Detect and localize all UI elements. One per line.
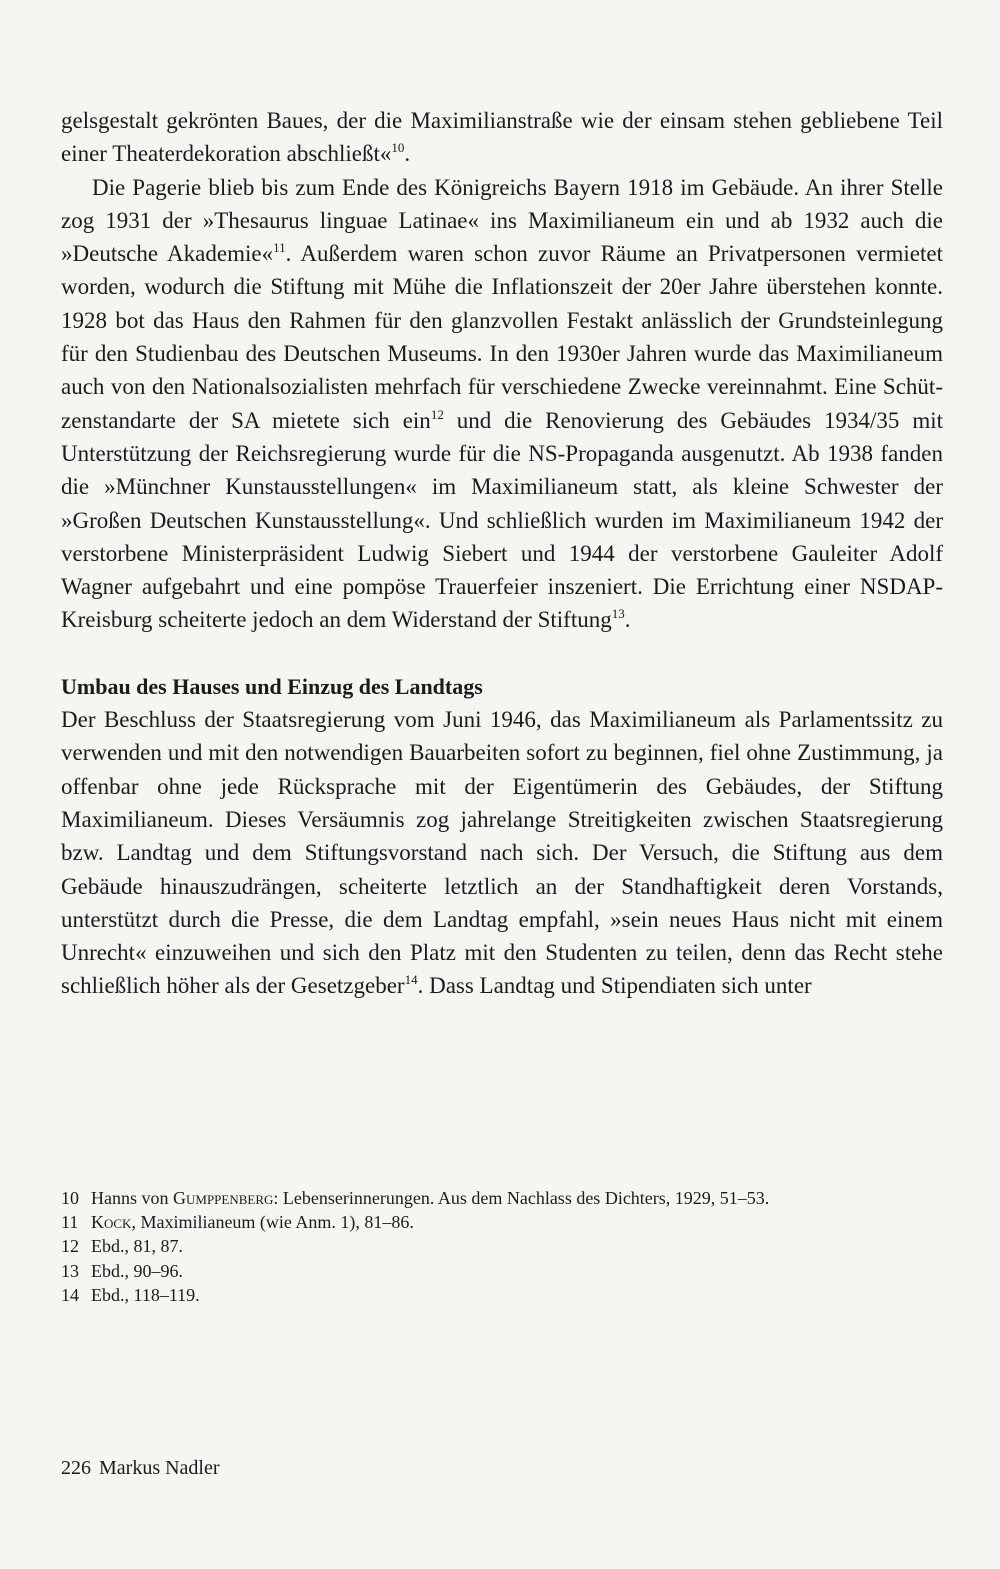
paragraph-text: Die Pagerie blieb bis zum Ende des Königreichs Bayern 1918 im Gebäude. An ihrer Stelle zog 1931 der »Thesaurus linguae Latinae« ins Maximilianeum ein und ab 1932 auch die »Deutsche Akademie« [61, 174, 943, 267]
paragraph-1 [61, 104, 943, 171]
footnote-number: 10 [61, 1188, 79, 1208]
footnote-12 [61, 1234, 943, 1258]
running-author: Markus Nadler [99, 1457, 220, 1479]
footnote-text: Ebd., 81, 87. [91, 1236, 183, 1257]
footnote-ref-11[interactable]: 11 [273, 240, 286, 256]
paragraph-3 [61, 703, 943, 1003]
footnote-text: , Maximilianeum (wie Anm. 1), 81–86. [131, 1212, 414, 1233]
footnote-author: Gumppenberg [173, 1188, 274, 1208]
paragraph-2 [61, 171, 943, 637]
footnote-14 [61, 1283, 943, 1307]
paragraph-text: . [624, 607, 631, 633]
page-footer [61, 1455, 220, 1481]
footnote-number: 13 [61, 1260, 79, 1281]
footnote-11 [61, 1210, 943, 1234]
footnote-text: Ebd., 90–96. [91, 1260, 183, 1281]
section-heading: Umbau des Hauses und Einzug des Landtags [61, 673, 483, 699]
footnote-ref-12[interactable]: 12 [430, 406, 444, 422]
footnote-number: 14 [61, 1284, 79, 1305]
main-text [61, 104, 943, 1003]
paragraph-text: . Dass Landtag und Stipendiaten sich unter [417, 973, 812, 999]
footnote-number: 12 [61, 1236, 79, 1257]
footnote-text: : Lebenserinnerungen. Aus dem Nachlass des Dichters, 1929, 51–53. [273, 1188, 770, 1208]
paragraph-text: Der Beschluss der Staatsregierung vom Juni 1946, das Maximilianeum als Parlamentssitz zu verwenden und mit den notwendigen Bauarbeiten sofort zu beginnen, fiel ohne Zustimmung, ja offenbar ohne jede Rücksprache mit der Eigentümerin des Gebäudes, der Stiftung Maximilianeum. Dieses Versäumnis zog jahrelange Streitigkeiten zwischen Staatsregierung bzw. Landtag und dem Stiftungsvorstand nach sich. Der Versuch, die Stiftung aus dem Gebäude hinauszudrängen, scheiterte letztlich an der Standhaftigkeit deren Vorstands, unterstützt durch die Presse, die dem Landtag empfahl, »sein neues Haus nicht mit einem Unrecht« einzuweihen und sich den Platz mit den Studenten zu teilen, denn das Recht stehe schließlich höher als der Gesetzgeber [61, 707, 943, 999]
paragraph-text: . [404, 141, 411, 167]
paragraph-text: und die Renovierung des Gebäudes 1934/35 mit Unterstützung der Reichsregierung wurde für die NS-Propaganda ausgenutzt. Ab 1938 fanden die »Münchner Kunstausstellungen« im Maximilianeum statt, als kleine Schwester der »Großen Deutschen Kunstausstellung«. Und schließlich wurden im Maximilianeum 1942 der verstorbene Ministerpräsident Ludwig Siebert und 1944 der verstorbene Gauleiter Adolf Wagner aufgebahrt und eine pompöse Trauerfeier inszeniert. Die Errichtung einer NSDAP-Kreisburg scheiterte jedoch an dem Widerstand der Stiftung [61, 407, 943, 633]
paragraph-text: gelsgestalt gekrönten Baues, der die Maximilianstraße wie der einsam stehen gebliebene Teil einer Theaterdekoration abschließt« [61, 108, 943, 167]
page-number: 226 [61, 1457, 91, 1479]
footnote-ref-14[interactable]: 14 [404, 972, 418, 988]
footnote-13 [61, 1259, 943, 1283]
paragraph-text: . Außerdem waren schon zuvor Räume an Privatpersonen vermietet worden, wodurch die Stiftung mit Mühe die Inflationszeit der 20er Jahre überstehen konnte. 1928 bot das Haus den Rahmen für den glanzvollen Festakt anlässlich der Grundsteinlegung für den Studienbau des Deutschen Museums. In den 1930er Jahren wurde das Maximilianeum auch von den Nationalsozialisten mehrfach für verschiedene Zwecke vereinnahmt. Eine Schützenstandarte der SA mietete sich ein [61, 241, 943, 433]
footnote-10 [61, 1186, 943, 1210]
footnote-text: Hanns von [91, 1188, 173, 1208]
footnotes [61, 1186, 943, 1307]
footnote-ref-10[interactable]: 10 [391, 140, 405, 156]
footnote-ref-13[interactable]: 13 [611, 606, 625, 622]
footnote-text: Ebd., 118–119. [91, 1284, 200, 1305]
footnote-number: 11 [61, 1212, 79, 1233]
footnote-author: Kock [91, 1212, 132, 1233]
